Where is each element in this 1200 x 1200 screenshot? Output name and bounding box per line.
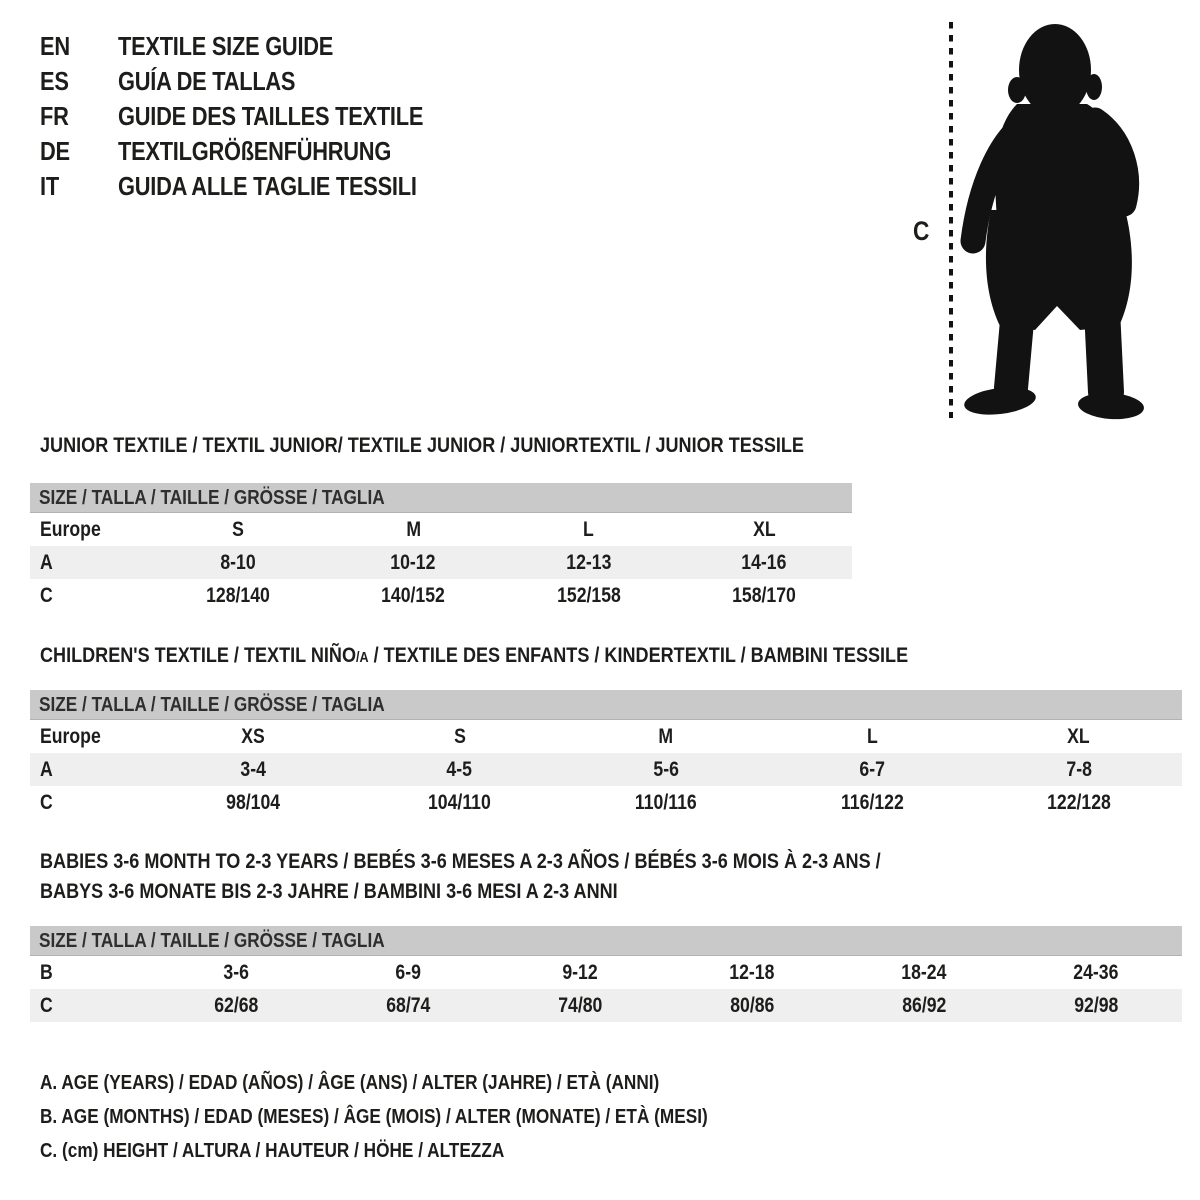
row-label: C (40, 583, 53, 607)
size-cell: 3-6 (223, 960, 249, 984)
size-cell: 80/86 (729, 993, 775, 1017)
section-title: CHILDREN'S TEXTILE / TEXTIL NIÑO/A / TEXTILE DES ENFANTS / KINDERTEXTIL / BAMBINI TESSILE (40, 643, 909, 667)
table-row (30, 753, 1182, 786)
size-header-bar: SIZE / TALLA / TAILLE / GRÖSSE / TAGLIA (30, 483, 852, 513)
size-cell: 68/74 (385, 993, 431, 1017)
size-cell: 92/98 (1073, 993, 1119, 1017)
size-cell: 122/128 (1046, 790, 1111, 814)
table-row (30, 956, 1182, 989)
language-row (40, 64, 481, 99)
size-cell: 8-10 (220, 550, 256, 574)
size-cell: 9-12 (562, 960, 598, 984)
guide-title: GUIDA ALLE TAGLIE TESSILI (118, 171, 417, 201)
size-cell: M (405, 517, 421, 541)
size-header-bar: SIZE / TALLA / TAILLE / GRÖSSE / TAGLIA (30, 690, 1182, 720)
size-cell: 14-16 (741, 550, 787, 574)
guide-title: GUIDE DES TAILLES TEXTILE (118, 101, 424, 131)
height-measure-label: C (913, 216, 930, 246)
row-label: C (40, 790, 53, 814)
language-row (40, 169, 481, 204)
measure-legend (40, 1066, 835, 1168)
size-cell: 7-8 (1066, 757, 1092, 781)
language-code: EN (40, 31, 70, 61)
language-code: IT (40, 171, 59, 201)
legend-line: C. (cm) HEIGHT / ALTURA / HAUTEUR / HÖHE / ALTEZZA (40, 1139, 505, 1162)
table-row (30, 989, 1182, 1022)
size-cell: 140/152 (381, 583, 446, 607)
size-cell: 152/158 (556, 583, 621, 607)
size-table (30, 956, 1182, 1022)
toddler-silhouette-icon (905, 8, 1200, 420)
size-cell: XL (752, 517, 776, 541)
language-code: FR (40, 101, 69, 131)
row-label: A (40, 550, 53, 574)
legend-line: B. AGE (MONTHS) / EDAD (MESES) / ÂGE (MOIS) / ALTER (MONATE) / ETÀ (MESI) (40, 1105, 708, 1128)
table-row (30, 579, 852, 612)
size-header-bar: SIZE / TALLA / TAILLE / GRÖSSE / TAGLIA (30, 926, 1182, 956)
size-cell: 24-36 (1073, 960, 1119, 984)
size-cell: 12-13 (566, 550, 612, 574)
size-cell: L (583, 517, 595, 541)
size-cell: 128/140 (205, 583, 270, 607)
row-label: Europe (40, 517, 101, 541)
size-cell: 110/116 (635, 790, 697, 814)
row-label: B (40, 960, 53, 984)
size-cell: L (867, 724, 878, 748)
section-title: BABYS 3-6 MONATE BIS 2-3 JAHRE / BAMBINI 3-6 MESI A 2-3 ANNI (40, 879, 618, 903)
size-cell: 5-6 (653, 757, 679, 781)
children-textile-section (30, 641, 1182, 819)
language-row (40, 29, 481, 64)
size-cell: 4-5 (446, 757, 473, 781)
size-cell: 104/110 (428, 790, 492, 814)
section-title: BABIES 3-6 MONTH TO 2-3 YEARS / BEBÉS 3-6 MESES A 2-3 AÑOS / BÉBÉS 3-6 MOIS À 2-3 ANS / (40, 849, 881, 873)
size-table (30, 720, 1182, 819)
size-cell: M (658, 724, 674, 748)
guide-title: TEXTILE SIZE GUIDE (118, 31, 334, 61)
guide-title: TEXTILGRÖßENFÜHRUNG (118, 136, 392, 166)
size-cell: 6-9 (395, 960, 421, 984)
size-cell: 6-7 (859, 757, 886, 781)
size-cell: S (231, 517, 244, 541)
junior-textile-section (30, 431, 852, 612)
table-row (30, 786, 1182, 819)
height-figure (905, 8, 1200, 420)
size-cell: 18-24 (901, 960, 947, 984)
row-label: Europe (40, 724, 101, 748)
table-row (30, 546, 852, 579)
babies-textile-section (30, 846, 1182, 1022)
language-title-list (40, 29, 481, 204)
size-cell: 158/170 (732, 583, 797, 607)
size-cell: 12-18 (729, 960, 775, 984)
size-cell: 10-12 (390, 550, 436, 574)
table-row (30, 513, 852, 546)
section-title: JUNIOR TEXTILE / TEXTIL JUNIOR/ TEXTILE JUNIOR / JUNIORTEXTIL / JUNIOR TESSILE (40, 433, 804, 457)
size-cell: 3-4 (240, 757, 266, 781)
row-label: C (40, 993, 53, 1017)
size-cell: 86/92 (901, 993, 947, 1017)
language-row (40, 99, 481, 134)
table-row (30, 720, 1182, 753)
size-table (30, 513, 852, 612)
size-cell: XS (241, 724, 265, 748)
language-row (40, 134, 481, 169)
size-cell: 74/80 (557, 993, 603, 1017)
size-cell: S (453, 724, 466, 748)
row-label: A (40, 757, 53, 781)
guide-title: GUÍA DE TALLAS (118, 66, 296, 96)
legend-line: A. AGE (YEARS) / EDAD (AÑOS) / ÂGE (ANS) / ALTER (JAHRE) / ETÀ (ANNI) (40, 1071, 660, 1094)
language-code: ES (40, 66, 69, 96)
language-code: DE (40, 136, 70, 166)
size-cell: 62/68 (213, 993, 259, 1017)
size-cell: 98/104 (226, 790, 281, 814)
size-cell: 116/122 (841, 790, 904, 814)
size-cell: XL (1067, 724, 1091, 748)
